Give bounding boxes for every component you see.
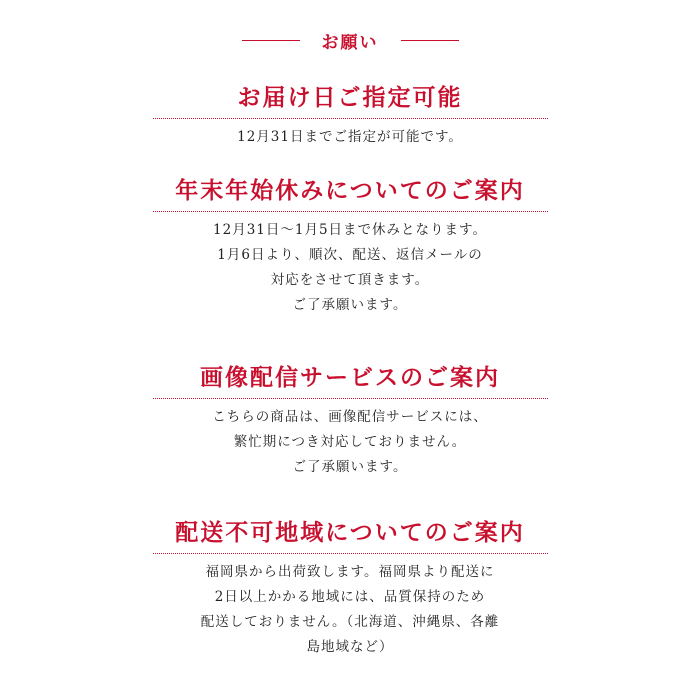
header-left-rule <box>242 40 300 41</box>
section-title: 年末年始休みについてのご案内 <box>175 177 525 204</box>
body-line: 2日以上かかる地域には、品質保持のため <box>214 589 486 605</box>
body-line: 1月6日より、順次、配送、返信メールの <box>217 247 483 263</box>
dotted-divider <box>153 211 548 212</box>
body-line: 12月31日～1月5日まで休みとなります。 <box>213 222 487 238</box>
notice-heading: お願い <box>321 33 379 53</box>
body-line: 配送しておりません。（北海道、沖縄県、各離 <box>200 614 500 630</box>
body-line: こちらの商品は、画像配信サービスには、 <box>212 409 488 425</box>
dotted-divider <box>153 398 548 399</box>
body-line: ご了承願います。 <box>292 459 408 475</box>
section-body <box>0 405 700 480</box>
body-line: 12月31日までご指定が可能です。 <box>237 129 463 145</box>
body-line: 対応をさせて頂きます。 <box>270 272 430 288</box>
notice-header <box>0 28 700 53</box>
section-body <box>0 218 700 318</box>
body-line: ご了承願います。 <box>292 297 408 313</box>
section-body <box>0 125 700 150</box>
section-delivery-date <box>0 82 700 150</box>
body-line: 島地域など） <box>306 639 394 655</box>
section-holiday-notice <box>0 175 700 318</box>
body-line: 福岡県から出荷致します。福岡県より配送に <box>205 564 495 580</box>
dotted-divider <box>153 118 548 119</box>
section-image-service <box>0 362 700 480</box>
section-title: 画像配信サービスのご案内 <box>200 364 500 391</box>
dotted-divider <box>153 553 548 554</box>
section-title: お届け日ご指定可能 <box>237 84 463 111</box>
header-right-rule <box>401 40 459 41</box>
section-delivery-restriction <box>0 517 700 660</box>
section-title: 配送不可地域についてのご案内 <box>175 519 525 546</box>
section-body <box>0 560 700 660</box>
body-line: 繁忙期につき対応しておりません。 <box>233 434 467 450</box>
